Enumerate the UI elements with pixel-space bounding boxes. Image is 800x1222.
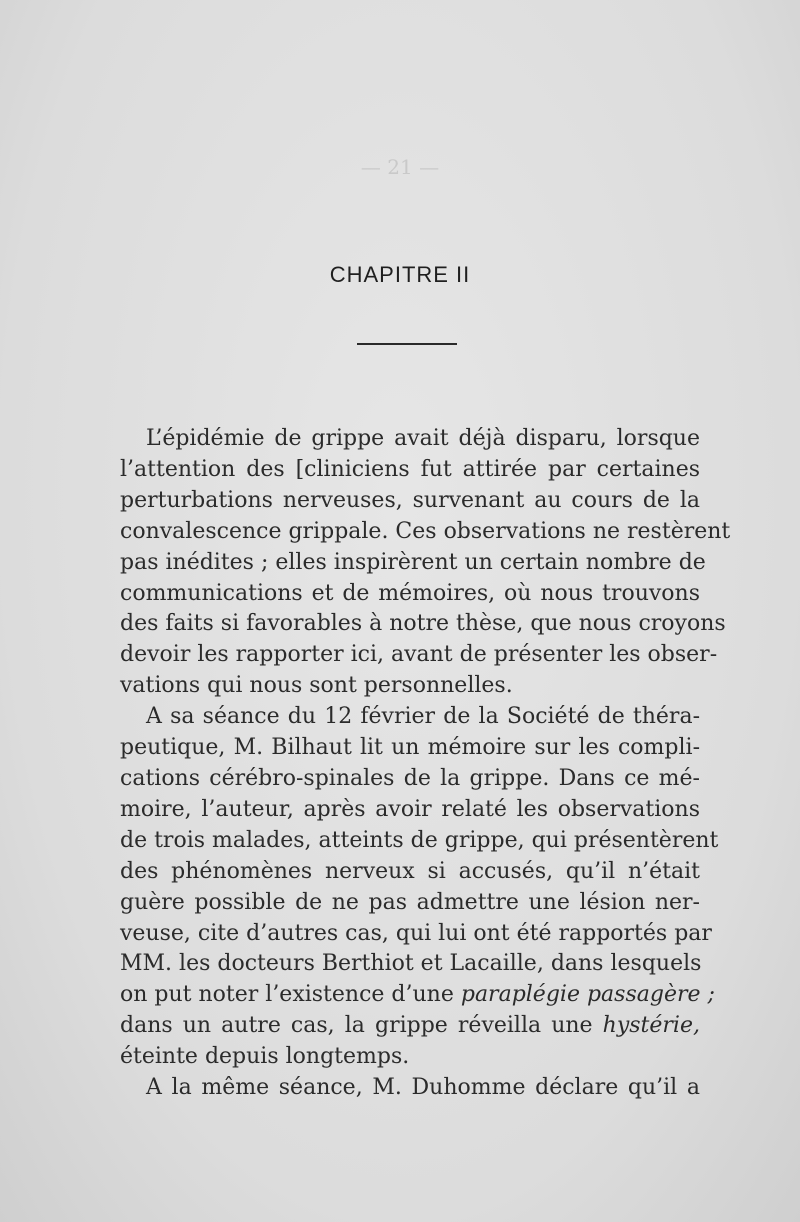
- text-line: perturbations nerveuses, survenant au cours de la: [120, 487, 700, 513]
- text-line: des phénomènes nerveux si accusés, qu’il n’était: [120, 858, 700, 884]
- text-line: éteinte depuis longtemps.: [120, 1044, 410, 1070]
- text-line: communications et de mémoires, où nous trouvons: [120, 580, 700, 606]
- text-line: A la même séance, M. Duhomme déclare qu’il a: [146, 1075, 700, 1101]
- text-line: l’attention des [cliniciens fut attirée par certaines: [120, 456, 700, 482]
- text-line: MM. les docteurs Berthiot et Lacaille, dans lesquels: [120, 951, 702, 977]
- text-line: des faits si favorables à notre thèse, que nous croyons: [120, 611, 726, 637]
- italic-phrase: hystérie,: [602, 1013, 700, 1039]
- text-line: moire, l’auteur, après avoir relaté les observations: [120, 796, 700, 822]
- page-number: — 21 —: [360, 155, 440, 179]
- text-run: on put noter l’existence d’une: [120, 982, 461, 1008]
- text-line: de trois malades, atteints de grippe, qui présentèrent: [120, 827, 719, 853]
- text-line: L’épidémie de grippe avait déjà disparu, lorsque: [146, 426, 700, 451]
- chapter-title: CHAPITRE II: [329, 262, 471, 287]
- text-line: convalescence grippale. Ces observations ne restèrent: [120, 518, 731, 544]
- title-rule: [357, 343, 457, 345]
- body-text: [120, 424, 731, 1104]
- text-line: A sa séance du 12 février de la Société de théra-: [146, 704, 700, 730]
- text-line: cations cérébro-spinales de la grippe. Dans ce mé-: [120, 765, 700, 791]
- text-line: peutique, M. Bilhaut lit un mémoire sur les compli-: [120, 735, 700, 761]
- text-line: devoir les rapporter ici, avant de présenter les obser-: [120, 642, 718, 668]
- italic-phrase: paraplégie passagère ;: [460, 982, 715, 1008]
- text-line: guère possible de ne pas admettre une lésion ner-: [120, 889, 700, 915]
- text-line: vations qui nous sont personnelles.: [120, 673, 513, 699]
- text-line: [120, 1011, 700, 1042]
- text-line: pas inédites ; elles inspirèrent un certain nombre de: [120, 549, 706, 575]
- text-run: dans un autre cas, la grippe réveilla une: [120, 1013, 603, 1039]
- text-line: veuse, cite d’autres cas, qui lui ont été rapportés par: [120, 920, 712, 946]
- text-line: [120, 980, 715, 1011]
